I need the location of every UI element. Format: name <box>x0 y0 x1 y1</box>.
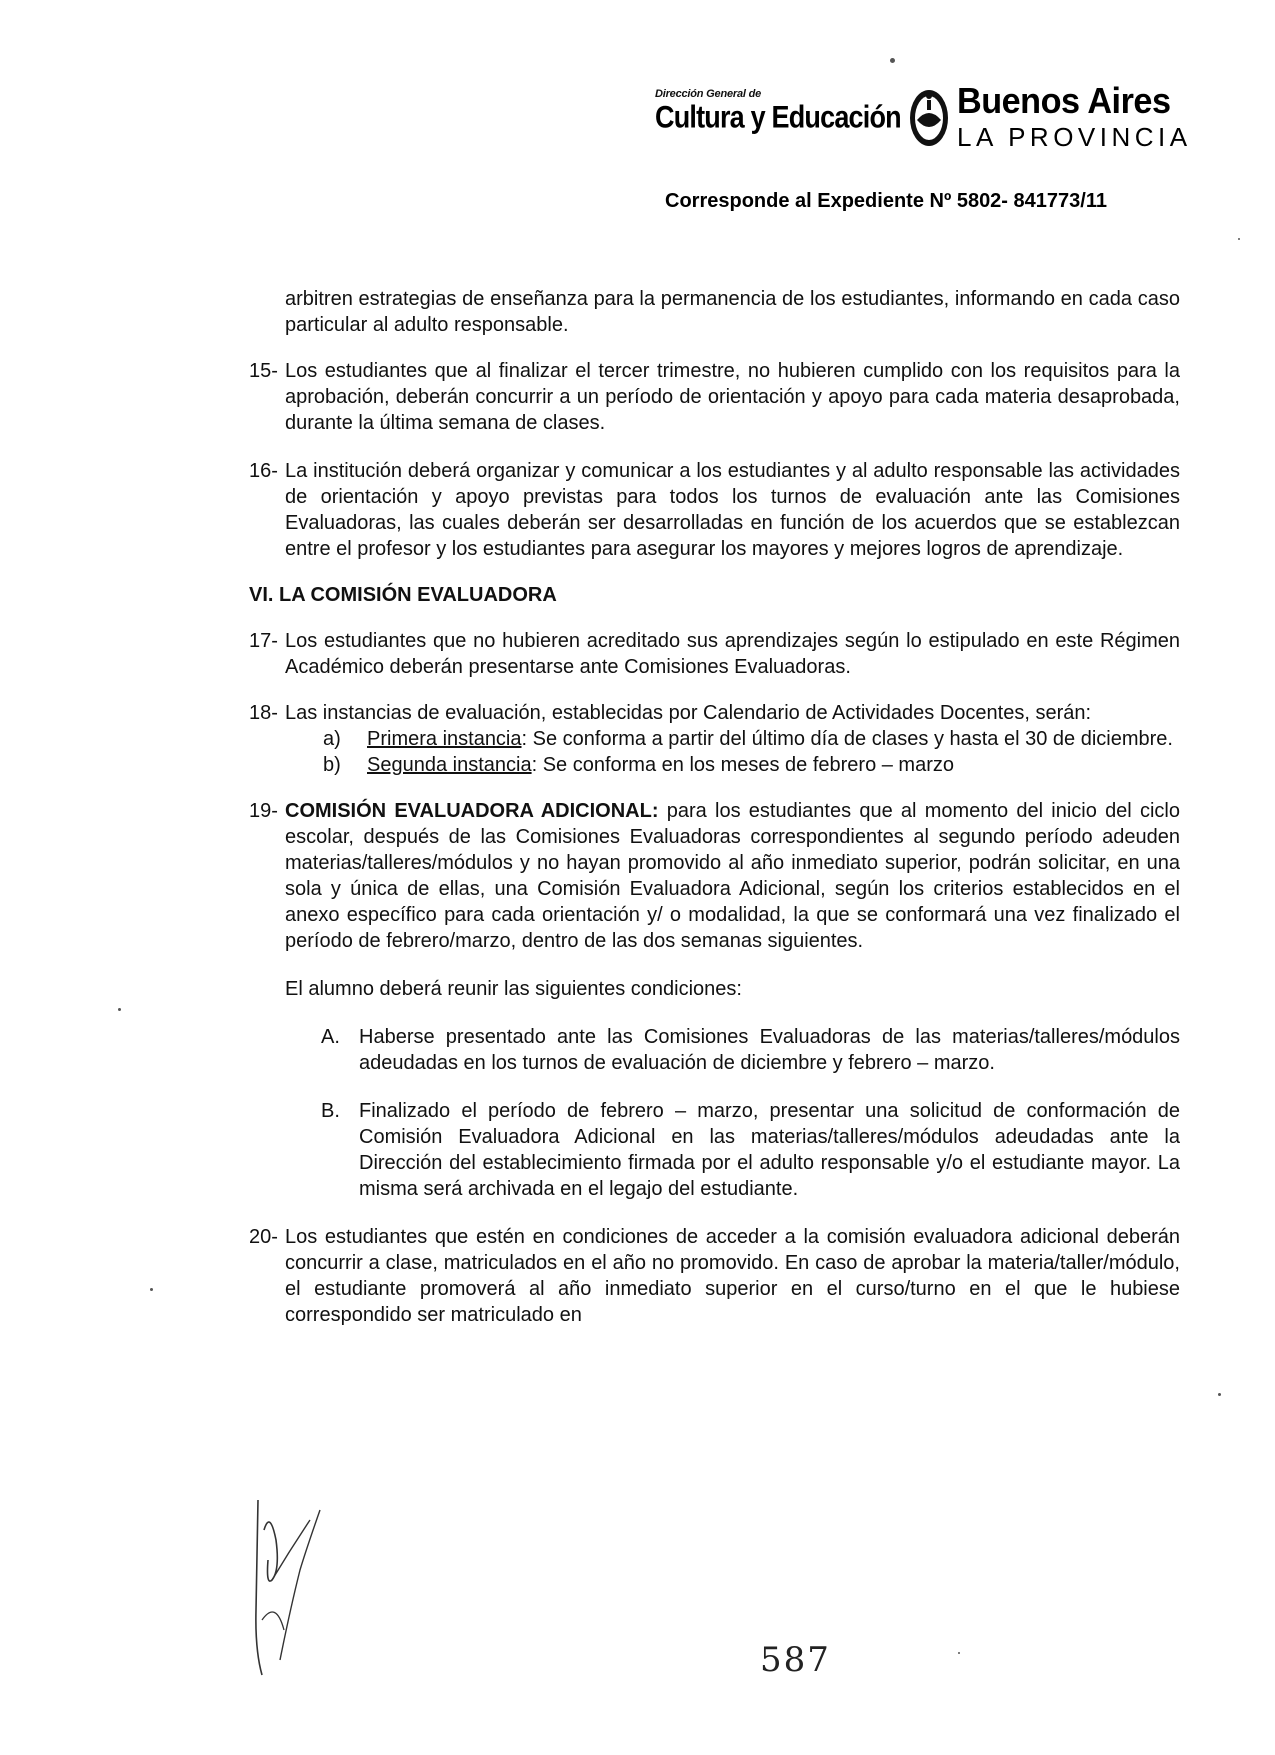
list-item-15 <box>249 358 1180 436</box>
item-body <box>285 798 1180 954</box>
item-text: Los estudiantes que al finalizar el tercer trimestre, no hubieren cumplido con los requisitos para la aprobación, deberán concurrir a un período de orientación y apoyo para cada materia desaprobada, durante la última semana de clases. <box>285 360 1180 434</box>
sub-item-term: Primera instancia <box>367 728 522 750</box>
sub-item-b <box>323 752 1180 778</box>
sub-item-letter: a) <box>323 728 341 750</box>
scan-speck <box>958 1652 960 1654</box>
list-item-18 <box>249 700 1180 726</box>
list-item-16 <box>249 458 1180 562</box>
scan-speck <box>1238 238 1240 240</box>
scan-speck <box>150 1288 153 1291</box>
section-title: VI. LA COMISIÓN EVALUADORA <box>249 584 557 606</box>
condition-letter: B. <box>321 1100 340 1122</box>
condition-b <box>321 1098 1180 1202</box>
page-number: 587 <box>760 1640 831 1680</box>
condition-letter: A. <box>321 1026 340 1048</box>
province-name: Buenos Aires <box>957 80 1171 121</box>
directorate-label: Dirección General de <box>655 88 762 100</box>
sub-item-letter: b) <box>323 754 341 776</box>
scan-speck <box>890 58 895 63</box>
item-text: Los estudiantes que estén en condiciones de acceder a la comisión evaluadora adicional deberán concurrir a clase, matriculados en el año no promovido. En caso de aprobar la materia/taller/módulo, el estudiante promoverá al año inmediato superior en el curso/turno en el que le hubiese correspondido ser matriculado en <box>285 1226 1180 1326</box>
item-text: Los estudiantes que no hubieren acreditado sus aprendizajes según lo estipulado en este Régimen Académico deberán presentarse ante Comisiones Evaluadoras. <box>285 630 1180 678</box>
continuation-paragraph: arbitren estrategias de enseñanza para la permanencia de los estudiantes, informando en cada caso particular al adulto responsable. <box>285 288 1180 336</box>
list-item-20 <box>249 1224 1180 1328</box>
item-number: 19- <box>249 800 278 822</box>
condition-text: Finalizado el período de febrero – marzo, presentar una solicitud de conformación de Comisión Evaluadora Adicional en las materias/talleres/módulos adeudadas ante la Dirección del establecimiento firmada por el adulto responsable y/o el estudiante mayor. La misma será archivada en el legajo del estudiante. <box>359 1100 1180 1200</box>
handwritten-signature <box>250 1490 340 1680</box>
item-number: 20- <box>249 1226 278 1248</box>
item-number: 15- <box>249 360 278 382</box>
condition-text: Haberse presentado ante las Comisiones Evaluadoras de las materias/talleres/módulos adeudadas en los turnos de evaluación de diciembre y febrero – marzo. <box>359 1026 1180 1074</box>
province-label: LA PROVINCIA <box>957 122 1192 152</box>
item-text: para los estudiantes que al momento del inicio del ciclo escolar, después de las Comisiones Evaluadoras correspondientes al segundo período adeuden materias/talleres/módulos y no hayan promovido al año inmediato superior, podrán solicitar, en una sola y única de ellas, una Comisión Evaluadora Adicional, según los criterios establecidos en el anexo específico para cada orientación y/ o modalidad, la que se conformará una vez finalizado el período de febrero/marzo, dentro de las dos semanas siguientes. <box>285 800 1180 952</box>
list-item-17 <box>249 628 1180 680</box>
item-number: 18- <box>249 702 278 724</box>
list-item-19 <box>249 798 1180 954</box>
scan-speck <box>1218 1393 1221 1396</box>
sub-item-term: Segunda instancia <box>367 754 532 776</box>
document-body <box>249 286 1180 1328</box>
item-text: La institución deberá organizar y comunicar a los estudiantes y al adulto responsable las actividades de orientación y apoyo previstas para todos los turnos de evaluación ante las Comisiones Evaluadoras, las cuales deberán ser desarrolladas en función de los acuerdos que se establezcan entre el profesor y los estudiantes para asegurar los mayores y mejores logros de aprendizaje. <box>285 460 1180 560</box>
item-lead: COMISIÓN EVALUADORA ADICIONAL: <box>285 800 659 822</box>
item-text: Las instancias de evaluación, establecidas por Calendario de Actividades Docentes, serán: <box>285 702 1092 724</box>
conditions-intro: El alumno deberá reunir las siguientes condiciones: <box>285 978 742 1000</box>
letterhead <box>655 82 1195 162</box>
sub-item-text: : Se conforma a partir del último día de clases y hasta el 30 de diciembre. <box>521 728 1173 750</box>
condition-a <box>321 1024 1180 1076</box>
provincial-seal-icon <box>907 86 951 150</box>
scan-speck <box>118 1008 121 1011</box>
item-number: 16- <box>249 460 278 482</box>
sub-item-text: : Se conforma en los meses de febrero – marzo <box>531 754 954 776</box>
file-reference: Corresponde al Expediente Nº 5802- 841773/11 <box>665 190 1107 212</box>
sub-item-a <box>323 726 1180 752</box>
ministry-name: Cultura y Educación <box>655 100 901 135</box>
item-number: 17- <box>249 630 278 652</box>
